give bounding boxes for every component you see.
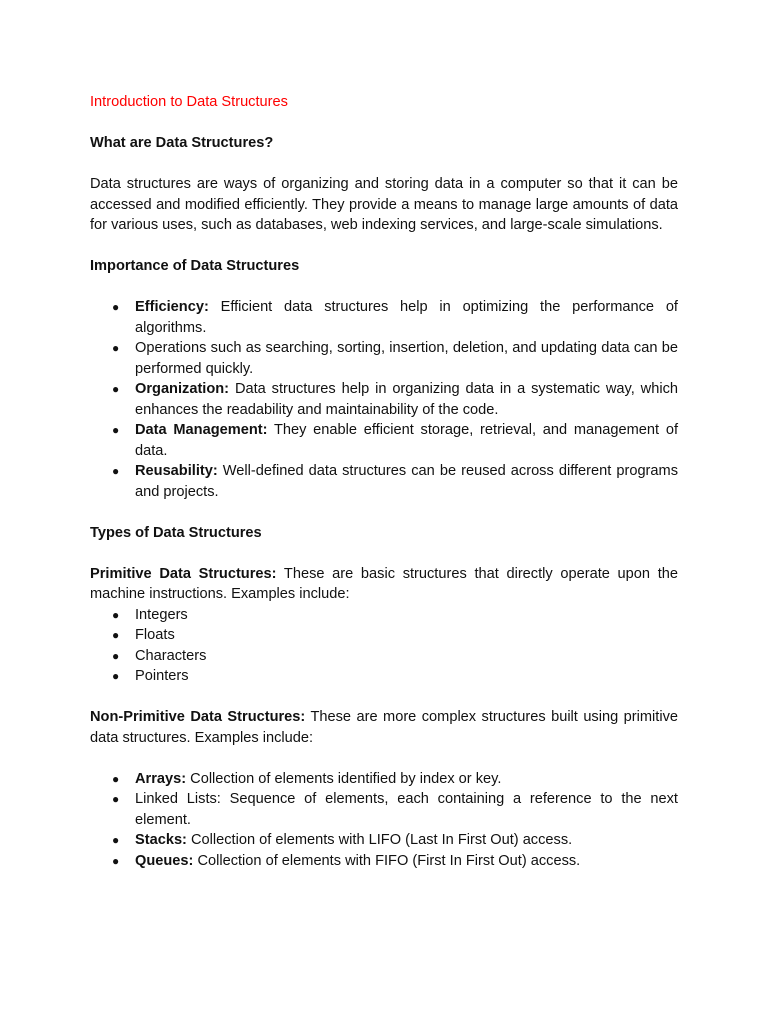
primitive-text: These are basic structures that directly operate upon the machine instructions. Examples include:: [90, 565, 678, 602]
bullet-icon: ●: [112, 628, 120, 642]
list-item: [90, 646, 678, 667]
bullet-icon: ●: [112, 300, 120, 314]
bullet-icon: ●: [112, 669, 120, 683]
list-item-term: Organization:: [135, 381, 230, 397]
list-item-text: Efficient data structures help in optimizing the performance of algorithms.: [135, 299, 678, 336]
list-item-term: Efficiency:: [135, 299, 209, 315]
non-primitive-term: Non-Primitive Data Structures:: [90, 709, 306, 725]
bullet-icon: ●: [112, 792, 120, 806]
list-item-text: Operations such as searching, sorting, insertion, deletion, and updating data can be performed quickly.: [135, 340, 678, 377]
list-item-text: Linked Lists: Sequence of elements, each containing a reference to the next element.: [135, 791, 678, 828]
primitive-list: [90, 605, 678, 687]
list-item-text: Collection of elements identified by index or key.: [186, 770, 502, 787]
list-item-term: Stacks:: [135, 832, 187, 848]
list-item-text: Characters: [135, 647, 207, 664]
bullet-icon: ●: [112, 853, 120, 868]
list-item-queues: [90, 851, 678, 872]
list-item-text: Collection of elements with FIFO (First In First Out) access.: [193, 852, 581, 869]
paragraph-non-primitive: [90, 707, 678, 748]
list-item-term: Reusability:: [135, 463, 218, 479]
bullet-icon: ●: [112, 607, 120, 622]
list-item-text: Data structures help in organizing data in a systematic way, which enhances the readability and maintainability of the code.: [135, 381, 678, 418]
list-item-text: Integers: [135, 606, 188, 623]
list-item-arrays: [90, 769, 678, 790]
bullet-icon: ●: [112, 382, 120, 396]
list-item: [90, 605, 678, 626]
list-item-term: Queues:: [135, 852, 194, 869]
list-item-term: Arrays:: [135, 770, 187, 787]
list-item-term: Data Management:: [135, 422, 268, 438]
list-item-data-management: [90, 420, 678, 461]
non-primitive-list: [90, 769, 678, 872]
list-item-text: Floats: [135, 627, 175, 643]
bullet-icon: ●: [112, 341, 120, 355]
paragraph-primitive: [90, 564, 678, 605]
bullet-icon: ●: [112, 464, 120, 478]
non-primitive-text: These are more complex structures built using primitive data structures. Examples include:: [90, 709, 678, 746]
list-item: [90, 625, 678, 646]
section-heading-types: Types of Data Structures: [90, 524, 262, 541]
bullet-icon: ●: [112, 771, 120, 786]
bullet-icon: ●: [112, 423, 120, 437]
list-item-operations: [90, 338, 678, 379]
list-item-text: They enable efficient storage, retrieval, and management of data.: [135, 422, 679, 459]
list-item-linked-lists: [90, 789, 678, 830]
list-item-text: Pointers: [135, 668, 189, 684]
bullet-icon: ●: [112, 833, 120, 847]
bullet-icon: ●: [112, 648, 120, 663]
list-item-organization: [90, 379, 678, 420]
list-item: [90, 666, 678, 687]
section-heading-importance: Importance of Data Structures: [90, 258, 300, 274]
list-item-efficiency: [90, 297, 678, 338]
importance-list: [90, 297, 678, 502]
list-item-reusability: [90, 461, 678, 502]
list-item-text: Well-defined data structures can be reused across different programs and projects.: [135, 463, 678, 500]
document-page: [90, 92, 678, 892]
list-item-text: Collection of elements with LIFO (Last In First Out) access.: [186, 832, 573, 848]
primitive-term: Primitive Data Structures:: [90, 565, 277, 582]
section-heading-what: What are Data Structures?: [90, 135, 274, 151]
document-title: Introduction to Data Structures: [90, 94, 288, 110]
list-item-stacks: [90, 830, 678, 851]
paragraph-definition: Data structures are ways of organizing and storing data in a computer so that it can be accessed and modified efficiently. They provide a means to manage large amounts of data for various uses, such as databases, web indexing services, and large-scale simulations.: [90, 176, 678, 233]
